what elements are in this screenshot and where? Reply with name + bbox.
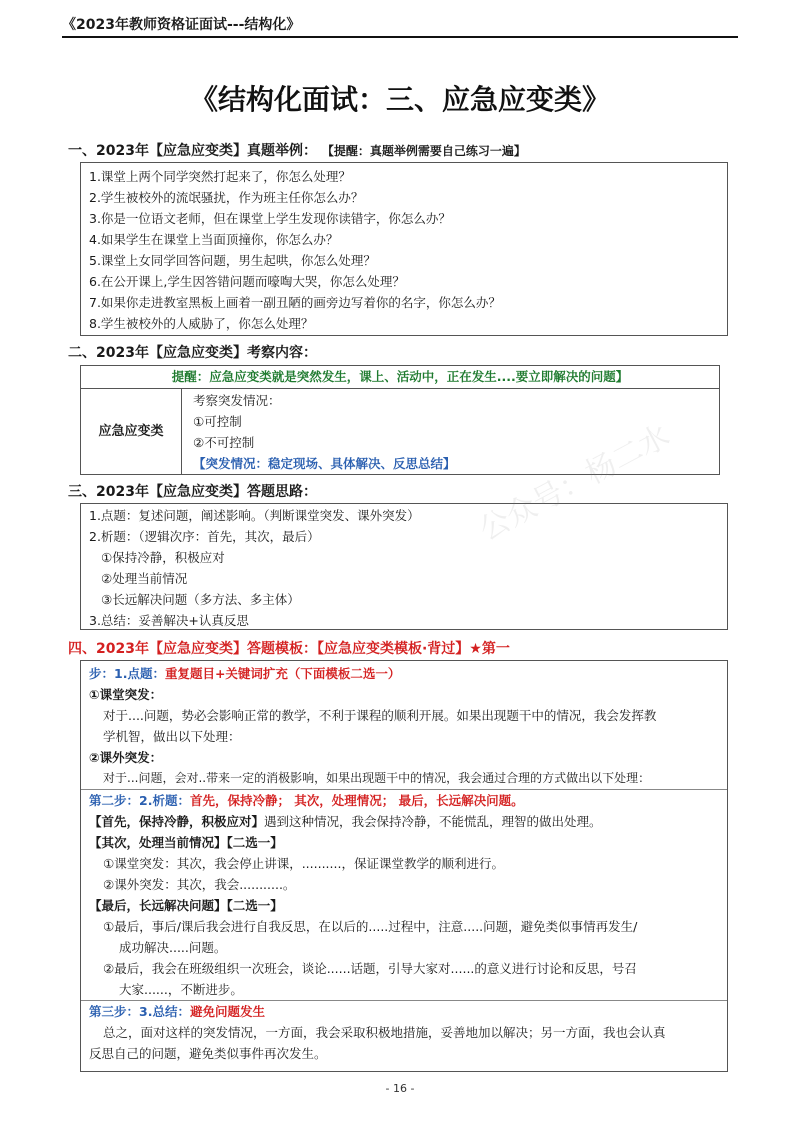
question-item: 2.学生被校外的流氓骚扰，作为班主任你怎么办？ — [89, 190, 364, 205]
question-item: 7.如果你走进教室黑板上画着一副丑陋的画旁边写着你的名字，你怎么办？ — [89, 295, 501, 310]
approach-line: ①保持冷静，积极应对 — [101, 550, 225, 565]
content-line: ②不可控制 — [193, 435, 255, 450]
content-line: ①可控制 — [193, 414, 242, 429]
question-item: 6.在公开课上,学生因答错问题而嚎啕大哭，你怎么处理？ — [89, 274, 405, 289]
watermark: 公众号：杨二水 — [473, 418, 676, 548]
step2-title: 首先，保持冷静； 其次，处理情况； 最后，长远解决问题。 — [189, 793, 524, 808]
section2-heading: 二、2023年【应急应变类】考察内容： — [68, 345, 317, 361]
step1-sub-outside: ②课外突发： — [89, 750, 163, 765]
section1-heading — [68, 140, 526, 160]
step1-sub-classroom: ①课堂突发： — [89, 687, 163, 702]
question-item: 8.学生被校外的人威胁了，你怎么处理？ — [89, 316, 314, 331]
header-rule — [62, 36, 738, 38]
step1-prefix: 步：1.点题： — [89, 666, 165, 681]
question-item: 4.如果学生在课堂上当面顶撞你，你怎么办？ — [89, 232, 339, 247]
questions-box — [80, 162, 728, 336]
step3-text: 总之，面对这样的突发情况，一方面，我会采取积极地措施，妥善地加以解决；另一方面，我也会认真 — [103, 1025, 666, 1040]
step2-text: ②最后，我会在班级组织一次班会，谈论......话题，引导大家对......的意义进行讨论和反思，号召 — [103, 961, 637, 976]
section1-note: 【提醒：真题举例需要自己练习一遍】 — [321, 144, 526, 158]
approach-line: ③长远解决问题（多方法、多主体） — [101, 592, 300, 607]
approach-box — [80, 503, 728, 630]
page-number: - 16 - — [385, 1082, 415, 1095]
step2-first-text: 遇到这种情况，我会保持冷静，不能慌乱，理智的做出处理。 — [264, 814, 602, 829]
summary-line: 【突发情况：稳定现场、具体解决、反思总结】 — [193, 456, 456, 471]
question-item: 5.课堂上女同学回答问题，男生起哄，你怎么处理？ — [89, 253, 376, 268]
step3-text: 反思自己的问题，避免类似事件再次发生。 — [89, 1046, 327, 1061]
step1-title: 重复题目+关键词扩充（下面模板二选一） — [164, 666, 401, 681]
section3-heading: 三、2023年【应急应变类】答题思路： — [68, 484, 317, 500]
question-item: 1.课堂上两个同学突然打起来了，你怎么处理？ — [89, 169, 351, 184]
step2-last-label: 【最后，长远解决问题】【二选一】 — [89, 898, 283, 913]
step1-text: 学机智，做出以下处理： — [103, 729, 241, 744]
step2-first-label: 【首先，保持冷静，积极应对】 — [89, 814, 265, 829]
template-box — [80, 660, 728, 1072]
approach-line: ②处理当前情况 — [101, 571, 188, 586]
step2-text: ①最后，事后/课后我会进行自我反思，在以后的.....过程中，注意.....问题，避免类似事情再发生/ — [103, 919, 638, 934]
reminder-row: 提醒：应急应变类就是突然发生，课上、活动中，正在发生....要立即解决的问题】 — [81, 366, 719, 389]
step1-text: 对于....问题，势必会影响正常的教学，不利于课程的顺利开展。如果出现题干中的情况，我会发挥教 — [103, 708, 657, 723]
document-header: 《2023年教师资格证面试---结构化》 — [62, 17, 301, 33]
step2-text: 大家......，不断进步。 — [119, 982, 243, 997]
step2-text: ②课外突发：其次，我会...........。 — [103, 877, 296, 892]
step2-prefix: 第二步：2.析题： — [89, 793, 190, 808]
content-cell — [193, 390, 456, 474]
page-title: 《结构化面试：三、应急应变类》 — [189, 83, 610, 116]
content-line: 考察突发情况： — [193, 393, 281, 408]
step1-text: 对于...问题，会对..带来一定的消极影响，如果出现题干中的情况，我会通过合理的方式做出以下处理： — [103, 771, 651, 785]
step3-prefix: 第三步：3.总结： — [89, 1004, 190, 1019]
question-item: 3.你是一位语文老师，但在课堂上学生发现你读错字，你怎么办？ — [89, 211, 451, 226]
approach-line: 3.总结：妥善解决+认真反思 — [89, 613, 249, 628]
step2-text: 成功解决.....问题。 — [119, 940, 227, 955]
approach-line: 1.点题：复述问题，阐述影响。（判断课堂突发、课外突发） — [89, 508, 420, 523]
section1-heading-text: 一、2023年【应急应变类】真题举例： — [68, 143, 317, 159]
section4-heading: 四、2023年【应急应变类】答题模板：【应急应变类模板·背过】★第一 — [68, 641, 510, 657]
approach-line: 2.析题：（逻辑次序：首先，其次，最后） — [89, 529, 320, 544]
step2-text: ①课堂突发：其次，我会停止讲课，..........，保证课堂教学的顺利进行。 — [103, 856, 504, 871]
step2-second-label: 【其次，处理当前情况】【二选一】 — [89, 835, 283, 850]
step3-title: 避免问题发生 — [189, 1004, 265, 1019]
category-label: 应急应变类 — [81, 389, 182, 474]
